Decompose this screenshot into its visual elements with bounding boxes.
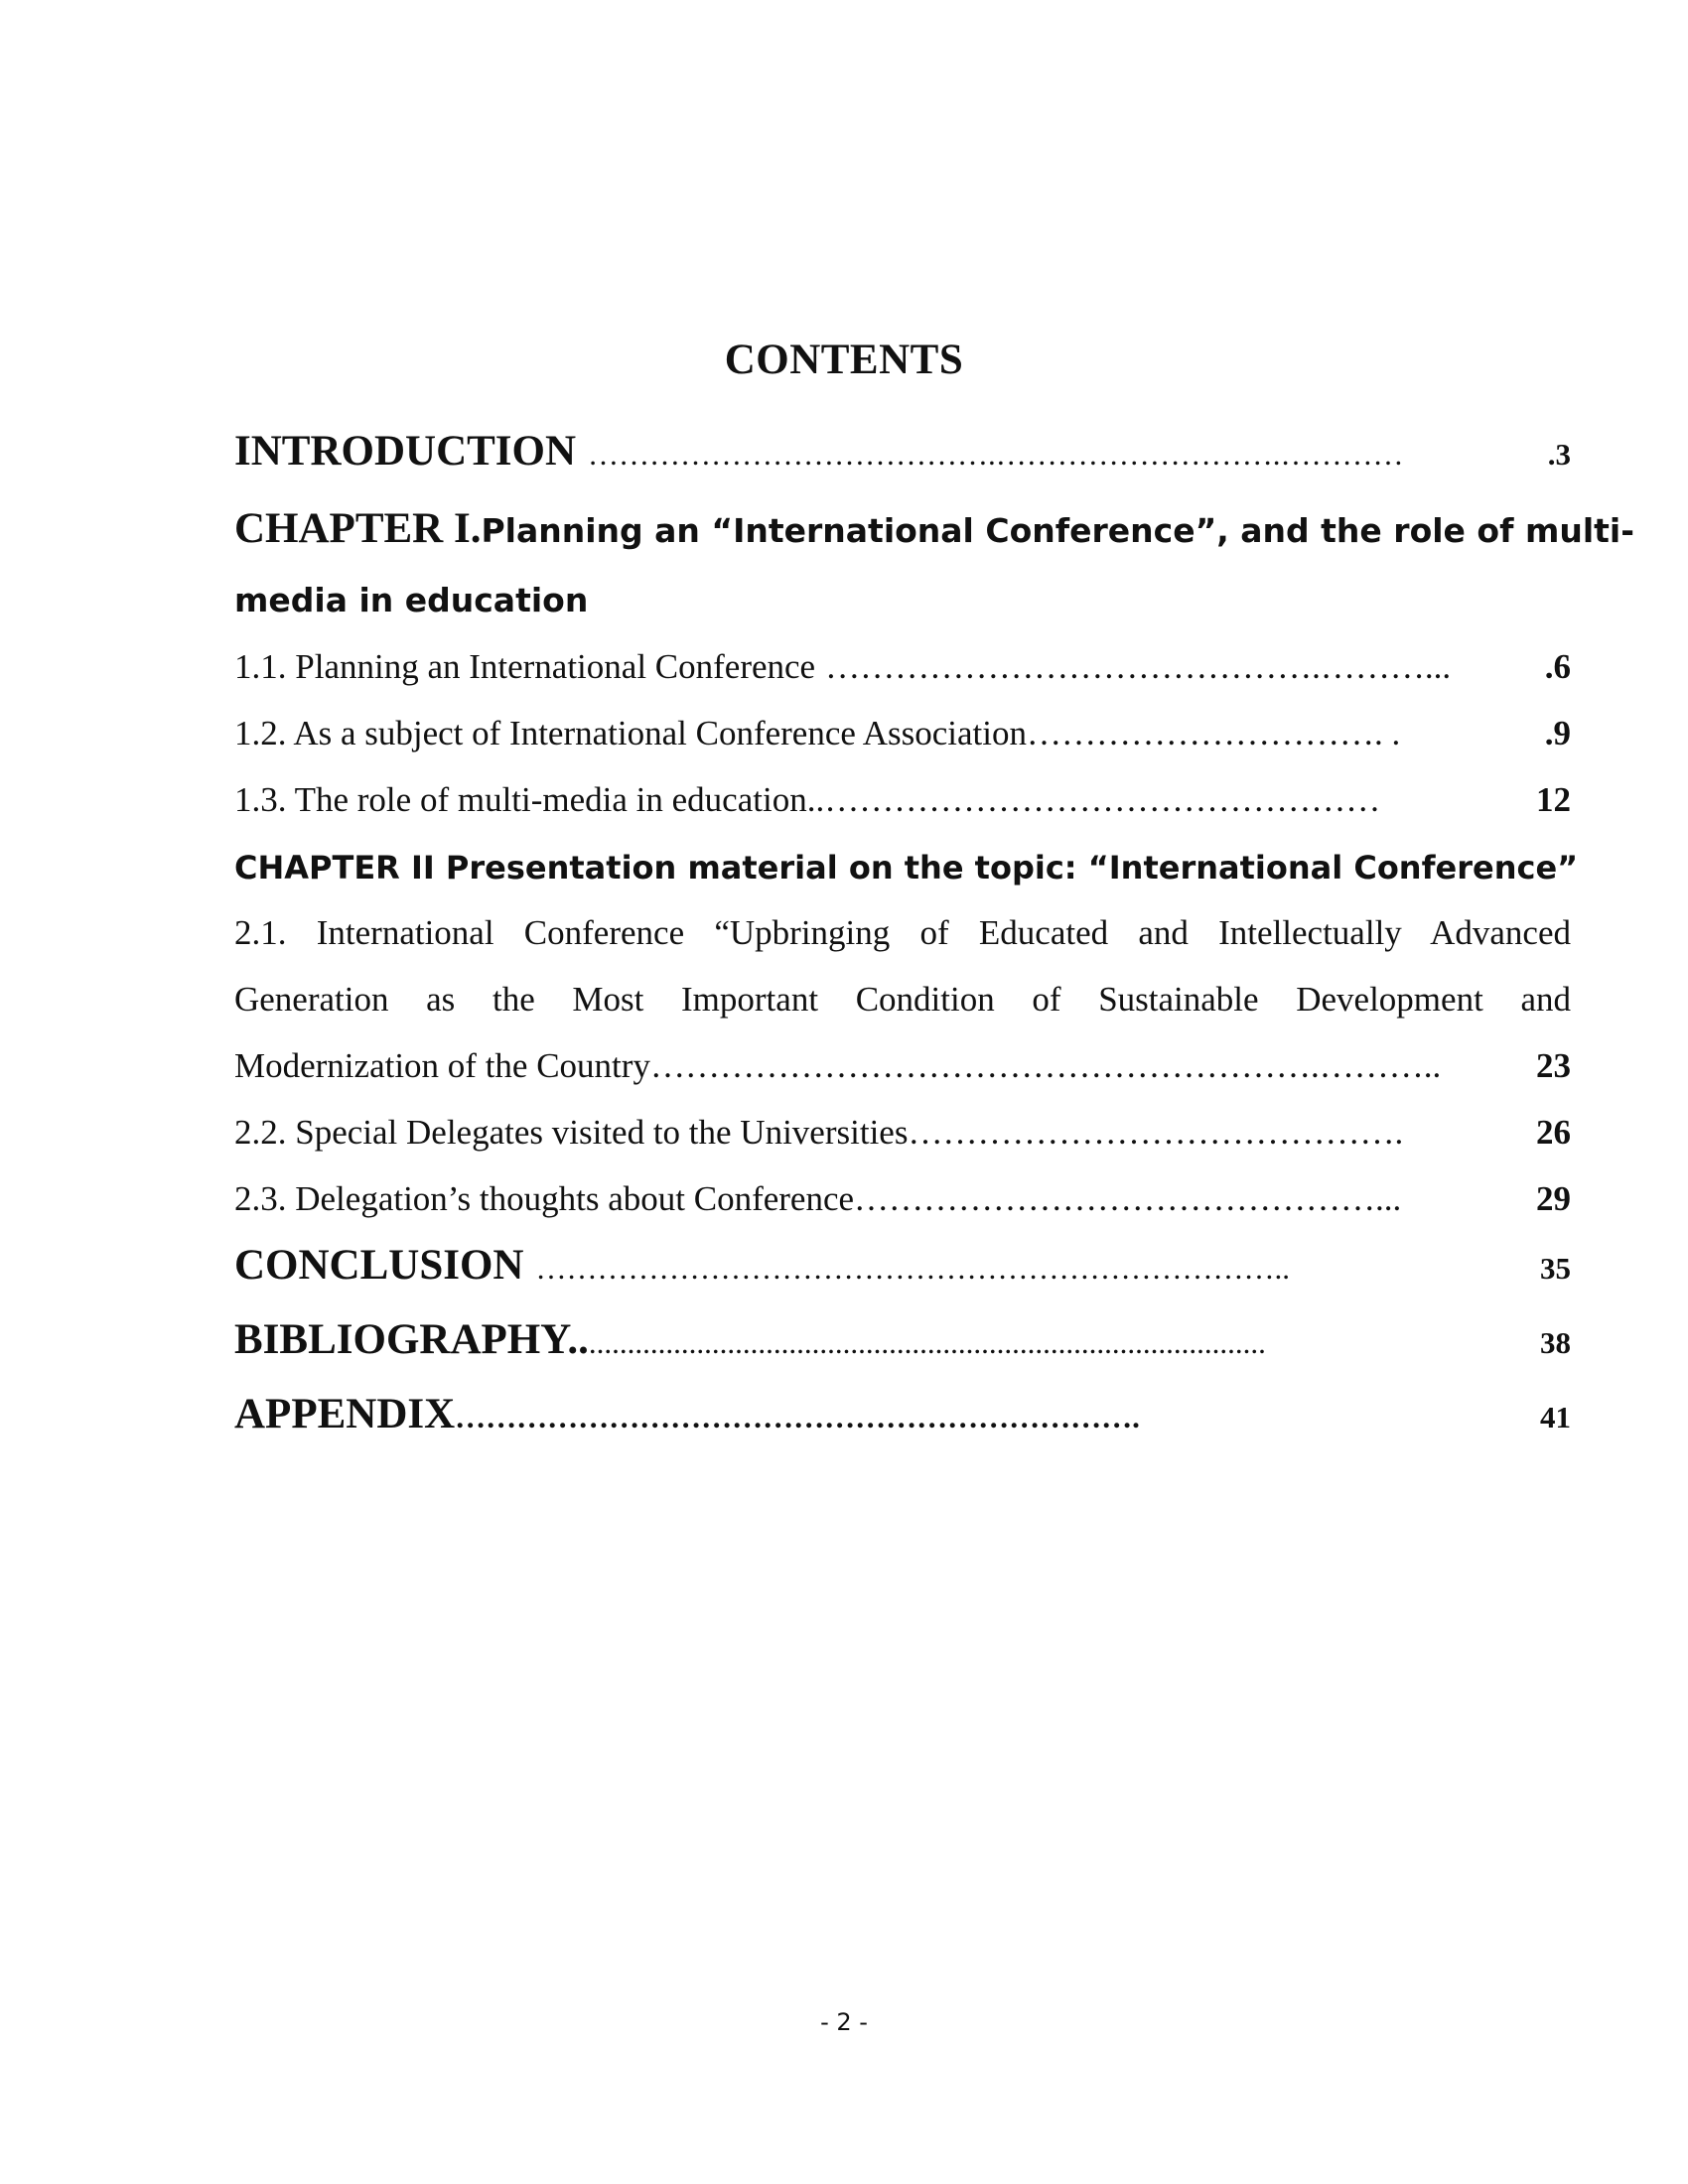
toc-entry-chapter-1 xyxy=(234,504,1634,553)
toc-leader-dots: …………………………. . xyxy=(1026,714,1401,752)
toc-chapter-title: CHAPTER II Presentation material on the topic: “International Conference” xyxy=(234,849,1579,887)
toc-chapter-title-line2: media in education xyxy=(234,581,589,619)
toc-entry-2-1-line2: Generation as the Most Important Condition of Sustainable Development and xyxy=(234,980,1571,1019)
toc-label: 1.1. Planning an International Conference xyxy=(234,647,816,686)
page-number: - 2 - xyxy=(820,2008,868,2036)
toc-page-number: 26 xyxy=(1536,1113,1571,1152)
toc-entry-appendix xyxy=(234,1390,1571,1438)
toc-chapter-title-line1: Planning an “International Conference”, and the role of multi- xyxy=(481,511,1634,550)
toc-page-number: .3 xyxy=(1547,437,1571,472)
toc-page-number: 23 xyxy=(1536,1046,1571,1085)
toc-page-number: .6 xyxy=(1544,647,1571,686)
toc-leader-dots: ........................................................................................ xyxy=(588,1325,1266,1360)
toc-label: CONCLUSION xyxy=(234,1242,524,1289)
toc-chapter-lead: CHAPTER I. xyxy=(234,505,482,552)
toc-label: BIBLIOGRAPHY.. xyxy=(234,1316,589,1363)
toc-page-number: .9 xyxy=(1544,714,1571,752)
page-title: CONTENTS xyxy=(724,337,964,383)
toc-leader-dots: ……………………………………. xyxy=(908,1113,1404,1152)
toc-label: 1.3. The role of multi-media in education.. xyxy=(234,780,825,819)
toc-label: 1.2. As a subject of International Conference Association xyxy=(234,714,1027,752)
toc-entry-introduction xyxy=(234,427,1571,476)
toc-leader-dots: ………………………………….……………………….………… xyxy=(588,437,1404,472)
toc-entry-2-3 xyxy=(234,1179,1571,1219)
toc-page-number: 29 xyxy=(1536,1179,1571,1218)
toc-leader-dots: ………………………………………... xyxy=(854,1179,1402,1218)
toc-leader-dots: …………………………………………………………. xyxy=(455,1400,1140,1434)
toc-leader-dots: ……………………………………………………………….. xyxy=(535,1251,1290,1286)
toc-label: Modernization of the Country xyxy=(234,1046,650,1085)
toc-page-number: 35 xyxy=(1540,1251,1571,1286)
toc-leader-dots: ………………………………………………….……….. xyxy=(649,1046,1442,1085)
toc-entry-bibliography xyxy=(234,1315,1571,1364)
toc-leader-dots: ………………………………………… xyxy=(824,780,1381,819)
toc-entry-conclusion xyxy=(234,1241,1571,1290)
toc-entry-2-2 xyxy=(234,1113,1571,1153)
toc-page-number: 12 xyxy=(1536,780,1571,819)
toc-entry-1-2 xyxy=(234,714,1571,753)
toc-leader-dots: …………………………………….………... xyxy=(825,647,1452,686)
toc-label: 2.2. Special Delegates visited to the Universities xyxy=(234,1113,909,1152)
toc-label: INTRODUCTION xyxy=(234,428,577,475)
toc-page-number: 38 xyxy=(1540,1325,1571,1360)
toc-entry-2-1-line3 xyxy=(234,1046,1571,1086)
toc-label: 2.3. Delegation’s thoughts about Conference xyxy=(234,1179,855,1218)
toc-entry-chapter-2 xyxy=(234,849,1579,887)
toc-entry-1-1 xyxy=(234,647,1571,687)
toc-entry-2-1-line1: 2.1. International Conference “Upbringing of Educated and Intellectually Advanced xyxy=(234,913,1571,952)
toc-entry-1-3 xyxy=(234,780,1571,820)
toc-label: APPENDIX xyxy=(234,1391,456,1437)
toc-entry-chapter-1-cont xyxy=(234,581,1571,619)
toc-page-number: 41 xyxy=(1540,1400,1571,1434)
